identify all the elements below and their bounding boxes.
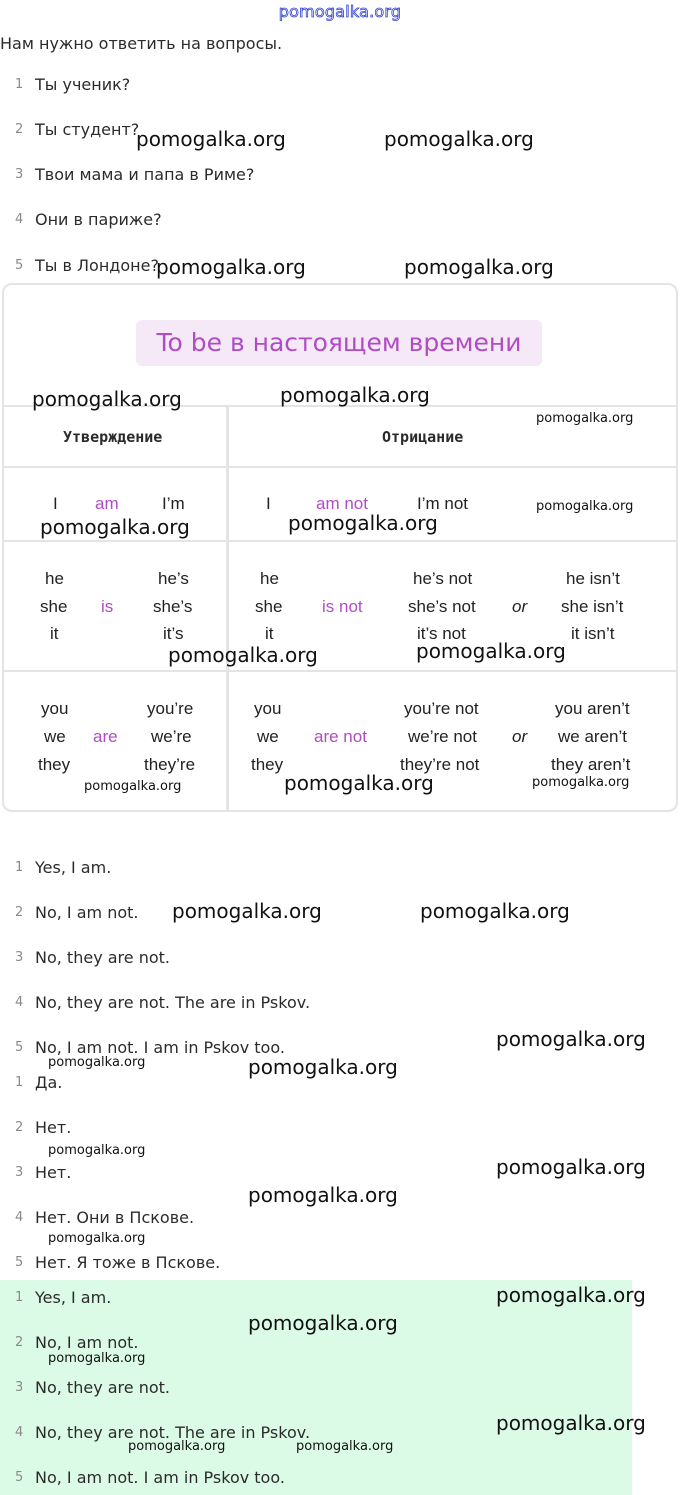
answer-number: 1 xyxy=(15,860,24,875)
watermark: pomogalka.org xyxy=(296,1439,394,1454)
watermark: pomogalka.org xyxy=(496,1411,646,1435)
short-form: I’m xyxy=(162,494,185,513)
watermark: pomogalka.org xyxy=(48,1143,146,1158)
pronoun: he xyxy=(45,569,64,588)
translation-number: 4 xyxy=(15,1210,24,1225)
answer-text: No, they are not. The are in Pskov. xyxy=(35,993,311,1012)
watermark: pomogalka.org xyxy=(128,1439,226,1454)
short-form: she’s xyxy=(153,597,193,616)
verb-form: am xyxy=(95,494,119,513)
negative-short-form: it’s not xyxy=(417,624,466,643)
pronoun: I xyxy=(53,494,58,513)
table-title: To be в настоящем времени xyxy=(136,320,542,366)
final-answer-text: Yes, I am. xyxy=(35,1288,112,1307)
negative-short-form: I’m not xyxy=(417,494,469,513)
watermark: pomogalka.org xyxy=(84,779,182,794)
short-form: we’re xyxy=(151,727,192,746)
header-negative: Отрицание xyxy=(382,428,464,446)
final-answer-text: No, they are not. The are in Pskov. xyxy=(35,1423,311,1442)
pronoun: you xyxy=(41,699,69,718)
or-word: or xyxy=(512,597,528,616)
translation-text: Нет. xyxy=(35,1163,72,1182)
pronoun: she xyxy=(255,597,283,616)
watermark: pomogalka.org xyxy=(280,383,430,407)
question-text: Они в париже? xyxy=(35,210,162,229)
translation-number: 3 xyxy=(15,1165,24,1180)
translation-number: 1 xyxy=(15,1075,24,1090)
pronoun: I xyxy=(266,494,271,513)
intro-text: Нам нужно ответить на вопросы. xyxy=(0,34,283,53)
watermark: pomogalka.org xyxy=(248,1183,398,1207)
header-affirmative: Утверждение xyxy=(63,428,163,446)
watermark: pomogalka.org xyxy=(288,511,438,535)
answer-number: 3 xyxy=(15,950,24,965)
watermark: pomogalka.org xyxy=(248,1311,398,1335)
question-text: Ты студент? xyxy=(35,120,140,139)
or-word: or xyxy=(512,727,528,746)
answer-text: No, I am not. I am in Pskov too. xyxy=(35,1038,285,1057)
question-number: 4 xyxy=(15,212,24,227)
alt-negative-form: it isn’t xyxy=(571,624,615,643)
translation-number: 5 xyxy=(15,1255,24,1270)
watermark: pomogalka.org xyxy=(40,515,190,539)
verb-form: are xyxy=(93,727,118,746)
translation-text: Да. xyxy=(35,1073,63,1092)
pronoun: you xyxy=(254,699,282,718)
final-answer-number: 5 xyxy=(15,1470,24,1485)
watermark: pomogalka.org xyxy=(496,1027,646,1051)
question-text: Ты в Лондоне? xyxy=(35,256,159,275)
alt-negative-form: he isn’t xyxy=(566,569,620,588)
table-column-divider xyxy=(226,405,229,810)
alt-negative-form: they aren’t xyxy=(551,755,631,774)
negative-short-form: she’s not xyxy=(408,597,476,616)
watermark: pomogalka.org xyxy=(416,639,566,663)
pronoun: she xyxy=(40,597,68,616)
negative-short-form: we’re not xyxy=(408,727,477,746)
watermark: pomogalka.org xyxy=(48,1055,146,1070)
question-number: 5 xyxy=(15,258,24,273)
pronoun: he xyxy=(260,569,279,588)
watermark: pomogalka.org xyxy=(284,771,434,795)
answer-text: No, I am not. xyxy=(35,903,139,922)
watermark: pomogalka.org xyxy=(536,411,634,426)
alt-negative-form: you aren’t xyxy=(555,699,630,718)
short-form: he’s xyxy=(158,569,189,588)
watermark: pomogalka.org xyxy=(32,387,182,411)
final-answer-number: 1 xyxy=(15,1290,24,1305)
watermark: pomogalka.org xyxy=(384,127,534,151)
question-number: 2 xyxy=(15,122,24,137)
pronoun: we xyxy=(257,727,279,746)
short-form: it’s xyxy=(163,624,184,643)
answer-number: 5 xyxy=(15,1040,24,1055)
watermark: pomogalka.org xyxy=(532,775,630,790)
answer-text: No, they are not. xyxy=(35,948,170,967)
watermark: pomogalka.org xyxy=(420,899,570,923)
watermark: pomogalka.org xyxy=(136,127,286,151)
pronoun: they xyxy=(251,755,284,774)
verb-form: is xyxy=(101,597,114,616)
pronoun: it xyxy=(265,624,274,643)
watermark: pomogalka.org xyxy=(48,1231,146,1246)
watermark: pomogalka.org xyxy=(536,499,634,514)
watermark: pomogalka.org xyxy=(248,1055,398,1079)
translation-text: Нет. Я тоже в Пскове. xyxy=(35,1253,221,1272)
alt-negative-form: she isn’t xyxy=(561,597,624,616)
final-answer-number: 2 xyxy=(15,1335,24,1350)
short-form: you’re xyxy=(147,699,194,718)
pronoun: they xyxy=(38,755,71,774)
watermark: pomogalka.org xyxy=(172,899,322,923)
pronoun: we xyxy=(44,727,66,746)
short-form: they’re xyxy=(144,755,196,774)
final-answer-number: 3 xyxy=(15,1380,24,1395)
question-number: 3 xyxy=(15,167,24,182)
question-text: Ты ученик? xyxy=(35,75,131,94)
negative-verb-form: am not xyxy=(316,494,368,513)
final-answer-text: No, I am not. I am in Pskov too. xyxy=(35,1468,285,1487)
negative-short-form: they’re not xyxy=(400,755,480,774)
negative-verb-form: is not xyxy=(322,597,363,616)
final-answer-number: 4 xyxy=(15,1425,24,1440)
answer-text: Yes, I am. xyxy=(35,858,112,877)
translation-number: 2 xyxy=(15,1120,24,1135)
table-divider xyxy=(2,670,678,672)
question-text: Твои мама и папа в Риме? xyxy=(35,165,255,184)
site-header[interactable]: pomogalka.org xyxy=(278,2,402,21)
watermark: pomogalka.org xyxy=(48,1351,146,1366)
translation-text: Нет. xyxy=(35,1118,72,1137)
alt-negative-form: we aren’t xyxy=(558,727,627,746)
final-answer-text: No, I am not. xyxy=(35,1333,139,1352)
table-divider xyxy=(2,466,678,468)
question-number: 1 xyxy=(15,77,24,92)
watermark: pomogalka.org xyxy=(496,1155,646,1179)
watermark: pomogalka.org xyxy=(168,643,318,667)
watermark: pomogalka.org xyxy=(156,255,306,279)
answer-number: 4 xyxy=(15,995,24,1010)
watermark: pomogalka.org xyxy=(496,1283,646,1307)
translation-text: Нет. Они в Пскове. xyxy=(35,1208,195,1227)
negative-verb-form: are not xyxy=(314,727,367,746)
pronoun: it xyxy=(50,624,59,643)
watermark: pomogalka.org xyxy=(404,255,554,279)
negative-short-form: he’s not xyxy=(413,569,473,588)
answer-number: 2 xyxy=(15,905,24,920)
table-divider xyxy=(2,540,678,542)
negative-short-form: you’re not xyxy=(404,699,479,718)
final-answer-text: No, they are not. xyxy=(35,1378,170,1397)
